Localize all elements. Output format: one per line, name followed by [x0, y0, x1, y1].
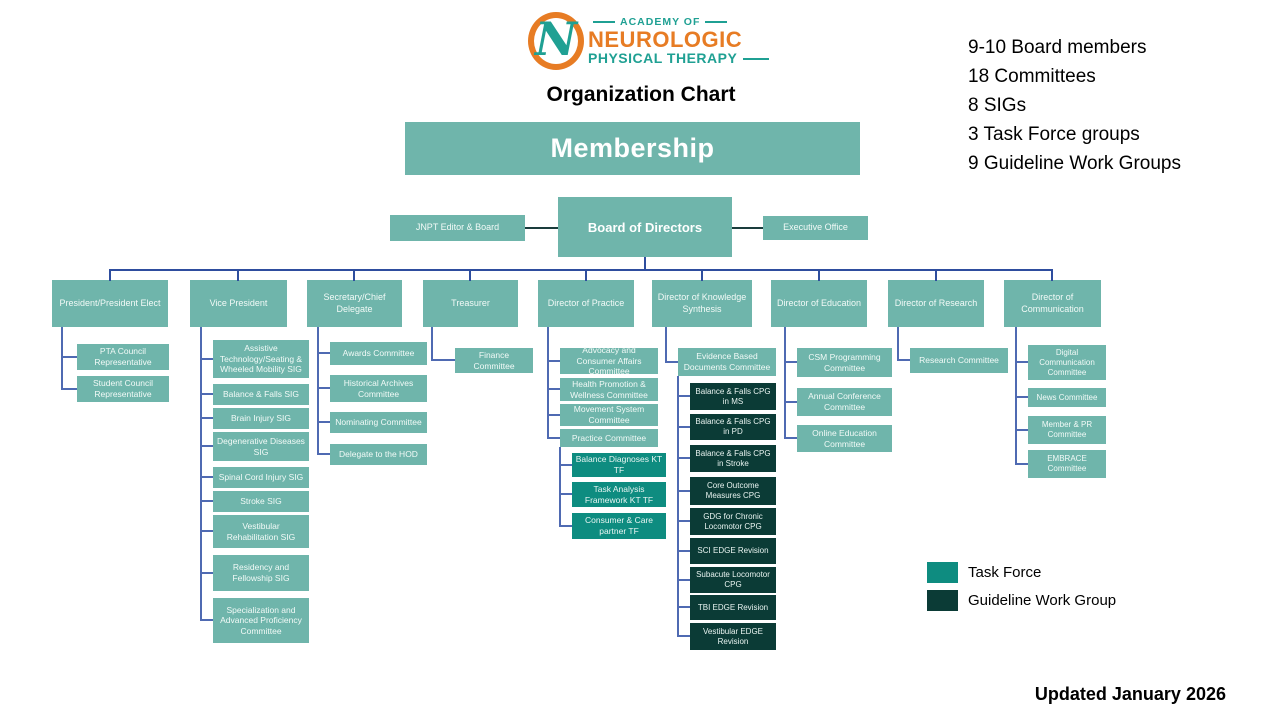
- connector-line: [559, 464, 572, 466]
- legend-guideline-work-group-label: Guideline Work Group: [968, 592, 1117, 609]
- logo-physical-therapy: PHYSICAL THERAPY: [588, 51, 769, 66]
- box-online-education-committee: Online Education Committee: [797, 425, 892, 452]
- box-stroke-sig: Stroke SIG: [213, 491, 309, 512]
- stats-list: [968, 33, 1181, 178]
- box-balance-falls-cpg-stroke: Balance & Falls CPG in Stroke: [690, 445, 776, 472]
- stat-task-forces: 3 Task Force groups: [968, 124, 1140, 145]
- connector-line: [1015, 361, 1028, 363]
- connector-line: [547, 437, 560, 439]
- connector-line: [818, 270, 820, 281]
- page-title: Organization Chart: [546, 83, 736, 106]
- connector-line: [353, 270, 355, 281]
- connector-line: [469, 270, 471, 281]
- connector-line: [585, 270, 587, 281]
- connector-line: [317, 327, 319, 455]
- connector-line: [317, 421, 330, 423]
- stat-guideline-groups: 9 Guideline Work Groups: [968, 153, 1181, 174]
- box-specialization-advanced-proficiency-committee: Specialization and Advanced Proficiency Committee: [213, 598, 309, 643]
- connector-line: [525, 227, 558, 229]
- box-member-pr-committee: Member & PR Committee: [1028, 416, 1106, 444]
- connector-line: [200, 500, 213, 502]
- connector-line: [897, 359, 910, 361]
- box-nominating-committee: Nominating Committee: [330, 412, 427, 433]
- connector-line: [559, 447, 561, 527]
- connector-line: [200, 445, 213, 447]
- box-director-of-research: Director of Research: [888, 280, 984, 327]
- box-secretary-chief-delegate: Secretary/Chief Delegate: [307, 280, 402, 327]
- connector-line: [200, 530, 213, 532]
- box-news-committee: News Committee: [1028, 388, 1106, 407]
- connector-line: [547, 414, 560, 416]
- box-delegate-to-the-hod: Delegate to the HOD: [330, 444, 427, 465]
- connector-line: [677, 579, 690, 581]
- legend-task-force-swatch: [927, 562, 958, 583]
- logo-text: [588, 16, 769, 66]
- box-gdg-chronic-locomotor-cpg: GDG for Chronic Locomotor CPG: [690, 508, 776, 535]
- box-consumer-care-partner-tf: Consumer & Care partner TF: [572, 513, 666, 539]
- box-director-of-education: Director of Education: [771, 280, 867, 327]
- box-finance-committee: Finance Committee: [455, 348, 533, 373]
- box-treasurer: Treasurer: [423, 280, 518, 327]
- connector-line: [677, 426, 690, 428]
- connector-line: [317, 387, 330, 389]
- connector-line: [935, 270, 937, 281]
- box-brain-injury-sig: Brain Injury SIG: [213, 408, 309, 429]
- connector-line: [200, 327, 202, 621]
- connector-line: [200, 393, 213, 395]
- box-evidence-based-documents-committee: Evidence Based Documents Committee: [678, 348, 776, 376]
- box-advocacy-consumer-affairs-committee: Advocacy and Consumer Affairs Committee: [560, 348, 658, 374]
- box-balance-falls-cpg-pd: Balance & Falls CPG in PD: [690, 414, 776, 440]
- connector-line: [559, 525, 572, 527]
- connector-line: [1015, 429, 1028, 431]
- membership-banner: Membership: [405, 122, 860, 175]
- box-csm-programming-committee: CSM Programming Committee: [797, 348, 892, 377]
- box-balance-diagnoses-kt-tf: Balance Diagnoses KT TF: [572, 453, 666, 477]
- box-task-analysis-framework-kt-tf: Task Analysis Framework KT TF: [572, 482, 666, 507]
- box-health-promotion-wellness-committee: Health Promotion & Wellness Committee: [560, 378, 658, 401]
- box-director-of-communication: Director of Communication: [1004, 280, 1101, 327]
- box-awards-committee: Awards Committee: [330, 342, 427, 365]
- connector-line: [897, 327, 899, 361]
- connector-line: [677, 635, 690, 637]
- box-historical-archives-committee: Historical Archives Committee: [330, 375, 427, 402]
- legend-task-force-label: Task Force: [968, 564, 1042, 581]
- connector-line: [547, 360, 560, 362]
- connector-line: [1051, 270, 1053, 281]
- connector-line: [665, 361, 678, 363]
- box-tbi-edge-revision: TBI EDGE Revision: [690, 595, 776, 620]
- connector-line: [547, 327, 549, 439]
- connector-line: [677, 376, 679, 637]
- connector-line: [559, 493, 572, 495]
- box-vice-president: Vice President: [190, 280, 287, 327]
- box-director-of-practice: Director of Practice: [538, 280, 634, 327]
- box-sci-edge-revision: SCI EDGE Revision: [690, 538, 776, 564]
- connector-line: [200, 619, 213, 621]
- box-movement-system-committee: Movement System Committee: [560, 404, 658, 426]
- connector-line: [677, 520, 690, 522]
- connector-line: [1015, 463, 1028, 465]
- box-vestibular-edge-revision: Vestibular EDGE Revision: [690, 623, 776, 650]
- connector-line: [200, 417, 213, 419]
- box-subacute-locomotor-cpg: Subacute Locomotor CPG: [690, 567, 776, 593]
- connector-line: [61, 388, 77, 390]
- box-assistive-technology-sig: Assistive Technology/Seating & Wheeled Mobility SIG: [213, 340, 309, 378]
- connector-line: [677, 457, 690, 459]
- box-practice-committee: Practice Committee: [560, 429, 658, 447]
- legend-guideline-work-group-swatch: [927, 590, 958, 611]
- connector-line: [547, 388, 560, 390]
- connector-line: [784, 437, 797, 439]
- stat-board-members: 9-10 Board members: [968, 37, 1147, 58]
- box-core-outcome-measures-cpg: Core Outcome Measures CPG: [690, 477, 776, 505]
- stat-committees: 18 Committees: [968, 66, 1096, 87]
- connector-line: [431, 327, 433, 361]
- connector-line: [317, 352, 330, 354]
- connector-line: [1015, 396, 1028, 398]
- connector-line: [237, 270, 239, 281]
- logo-academy-of: ACADEMY OF: [588, 16, 769, 28]
- box-spinal-cord-injury-sig: Spinal Cord Injury SIG: [213, 467, 309, 488]
- connector-line: [701, 270, 703, 281]
- connector-line: [200, 358, 213, 360]
- box-degenerative-diseases-sig: Degenerative Diseases SIG: [213, 432, 309, 461]
- box-president-president-elect: President/President Elect: [52, 280, 168, 327]
- connector-line: [677, 395, 690, 397]
- connector-line: [665, 327, 667, 363]
- connector-line: [732, 227, 763, 229]
- logo-ring-icon: [528, 12, 584, 70]
- box-embrace-committee: EMBRACE Committee: [1028, 450, 1106, 478]
- connector-line: [784, 361, 797, 363]
- connector-line: [109, 269, 1053, 271]
- updated-date: Updated January 2026: [1034, 684, 1226, 704]
- connector-line: [317, 453, 330, 455]
- connector-line: [61, 327, 63, 390]
- box-director-of-knowledge-synthesis: Director of Knowledge Synthesis: [652, 280, 752, 327]
- academy-logo: [528, 12, 769, 70]
- connector-line: [109, 270, 111, 281]
- connector-line: [677, 490, 690, 492]
- logo-n-monogram-icon: N: [534, 12, 578, 66]
- box-annual-conference-committee: Annual Conference Committee: [797, 388, 892, 416]
- connector-line: [200, 572, 213, 574]
- connector-line: [431, 359, 455, 361]
- box-executive-office: Executive Office: [763, 216, 868, 240]
- connector-line: [784, 327, 786, 439]
- connector-line: [200, 476, 213, 478]
- box-balance-falls-sig: Balance & Falls SIG: [213, 384, 309, 405]
- connector-line: [677, 550, 690, 552]
- box-student-council-representative: Student Council Representative: [77, 376, 169, 402]
- box-vestibular-rehabilitation-sig: Vestibular Rehabilitation SIG: [213, 515, 309, 548]
- stat-sigs: 8 SIGs: [968, 95, 1027, 116]
- box-balance-falls-cpg-ms: Balance & Falls CPG in MS: [690, 383, 776, 410]
- box-residency-fellowship-sig: Residency and Fellowship SIG: [213, 555, 309, 591]
- connector-line: [677, 606, 690, 608]
- box-research-committee: Research Committee: [910, 348, 1008, 373]
- connector-line: [61, 356, 77, 358]
- box-jnpt-editor-board: JNPT Editor & Board: [390, 215, 525, 241]
- logo-neurologic: NEUROLOGIC: [588, 26, 743, 52]
- box-board-of-directors: Board of Directors: [558, 197, 732, 257]
- box-pta-council-representative: PTA Council Representative: [77, 344, 169, 370]
- box-digital-communication-committee: Digital Communication Committee: [1028, 345, 1106, 380]
- connector-line: [784, 401, 797, 403]
